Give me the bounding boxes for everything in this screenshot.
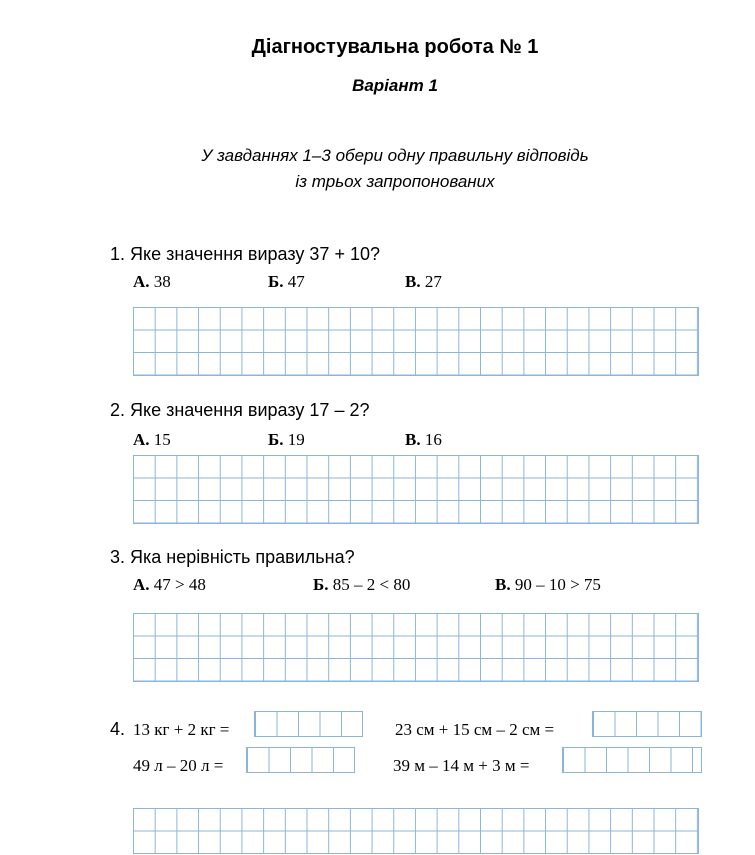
- instructions-line-2: із трьох запропонованих: [295, 172, 495, 191]
- q1-work-grid[interactable]: [133, 307, 699, 376]
- q4-equation-2: 23 см + 15 см – 2 см =: [395, 720, 555, 739]
- q1-option-c[interactable]: [405, 272, 442, 292]
- q2-option-c[interactable]: [405, 430, 442, 450]
- option-value: 90 – 10 > 75: [514, 575, 601, 594]
- option-value: 27: [424, 272, 442, 291]
- q2-work-grid[interactable]: [133, 455, 699, 524]
- q1-option-a[interactable]: [133, 272, 171, 292]
- q4-equation-1: 13 кг + 2 кг =: [133, 720, 230, 739]
- q4-work-grid[interactable]: [133, 808, 699, 854]
- option-letter: Б.: [313, 575, 329, 594]
- q3-work-grid[interactable]: [133, 613, 699, 682]
- option-value: 19: [287, 430, 305, 449]
- q4-equation-3: 49 л – 20 л =: [133, 756, 224, 775]
- question-2-text: 2. Яке значення виразу 17 – 2?: [110, 400, 370, 420]
- option-value: 85 – 2 < 80: [332, 575, 411, 594]
- option-letter: В.: [405, 272, 421, 291]
- option-letter: В.: [405, 430, 421, 449]
- option-letter: А.: [133, 272, 150, 291]
- question-3-text: 3. Яка нерівність правильна?: [110, 547, 355, 567]
- q4-answer-box-4[interactable]: [562, 747, 702, 773]
- option-value: 47 > 48: [153, 575, 206, 594]
- page-title: Діагностувальна робота № 1: [251, 36, 539, 58]
- variant-subtitle: Варіант 1: [352, 76, 438, 95]
- q3-option-c[interactable]: [495, 575, 601, 595]
- q4-answer-box-3[interactable]: [246, 747, 355, 773]
- option-letter: А.: [133, 575, 150, 594]
- q2-option-b[interactable]: [268, 430, 305, 450]
- instructions-line-1: У завданнях 1–3 обери одну правильну відповідь: [201, 146, 589, 165]
- option-value: 15: [153, 430, 171, 449]
- option-letter: В.: [495, 575, 511, 594]
- q3-option-a[interactable]: [133, 575, 206, 595]
- q2-option-a[interactable]: [133, 430, 171, 450]
- option-value: 16: [424, 430, 442, 449]
- question-4-number: 4.: [110, 719, 126, 739]
- option-value: 38: [153, 272, 171, 291]
- q1-option-b[interactable]: [268, 272, 305, 292]
- q4-equation-4: 39 м – 14 м + 3 м =: [393, 756, 530, 775]
- q4-answer-box-2[interactable]: [592, 711, 702, 737]
- option-letter: Б.: [268, 272, 284, 291]
- option-letter: А.: [133, 430, 150, 449]
- q3-option-b[interactable]: [313, 575, 410, 595]
- option-value: 47: [287, 272, 305, 291]
- q4-answer-box-1[interactable]: [254, 711, 363, 737]
- question-1-text: 1. Яке значення виразу 37 + 10?: [110, 244, 380, 264]
- option-letter: Б.: [268, 430, 284, 449]
